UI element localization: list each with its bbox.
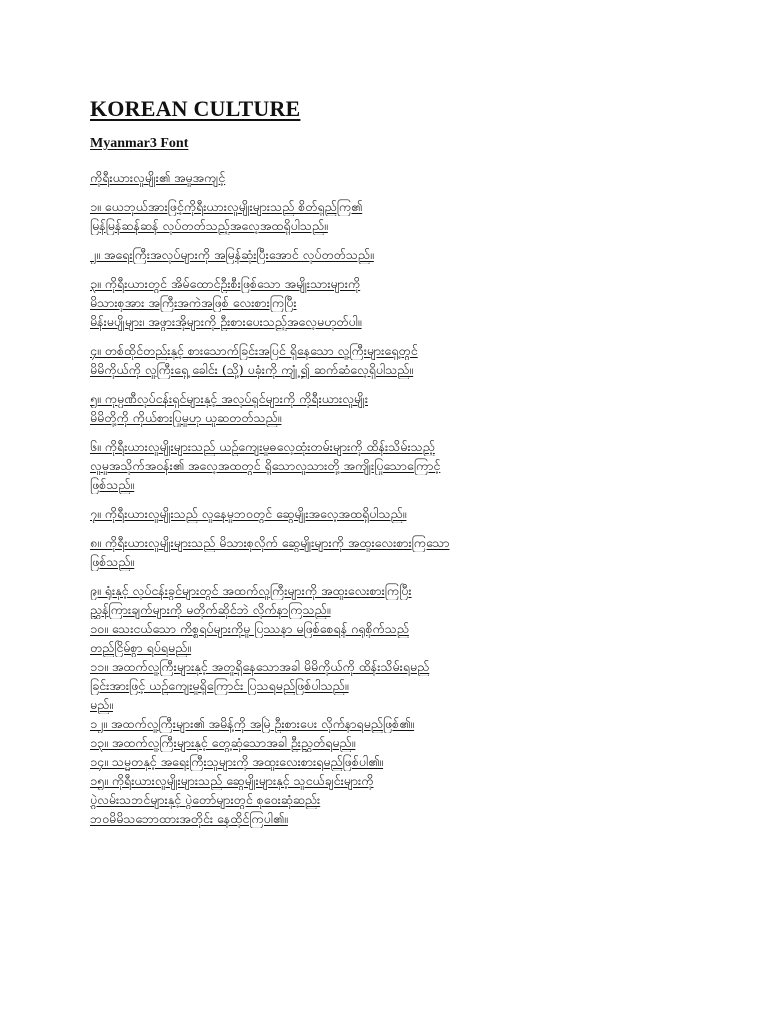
- text-line: ၁၀။ သေးငယ်သော ကိစ္စရပ်များကိုမူ ပြဿနာ မဖြစ်စေရန် ဂရုစိုက်သည်: [90, 621, 409, 636]
- text-line: ၇။ ကိုရီးယားလူမျိုးသည် လူနေမှုဘဝတွင် ဆွေမျိုးအလေ့အထရှိပါသည်။: [90, 506, 407, 521]
- document-body: [90, 168, 708, 828]
- text-line: မိမိကိုယ်ကို လူကြီးရှေ့ ခေါင်း (သို့) ပခုံးကို ကျုံ့၍ ဆက်ဆံလေ့ရှိပါသည်။: [90, 362, 414, 377]
- paragraph: [90, 341, 708, 379]
- text-line: မည်။: [90, 697, 114, 712]
- text-line: ၁၅။ ကိုရီးယားလူမျိုးများသည် ဆွေမျိုးများနှင့် သူငယ်ချင်းများကို: [90, 773, 374, 788]
- paragraph: [90, 437, 708, 494]
- text-line: ဘဝမိမိသဘောထားအတိုင်း နေထိုင်ကြပါ၏။: [90, 811, 288, 826]
- text-line: ၄။ တစ်ထိုင်တည်းနှင့် စားသောက်ခြင်းအပြင် ရှိနေသော လူကြီးများရှေ့တွင်: [90, 343, 418, 358]
- paragraph: [90, 504, 708, 523]
- text-line: ၅။ ကုမ္ပဏီလုပ်ငန်းရှင်များနှင့် အလုပ်ရှင်များကို ကိုရီးယားလူမျိုး: [90, 391, 368, 406]
- paragraph: [90, 581, 708, 828]
- text-line: မြန်မြန်ဆန်ဆန် လုပ်တတ်သည့်အလေ့အထရှိပါသည်။: [90, 218, 328, 233]
- text-line: ခြင်းအားဖြင့် ယဉ်ကျေးမှုရှိကြောင်း ပြသရမည်ဖြစ်ပါသည်။: [90, 678, 349, 693]
- text-line: ၁၁။ အထက်လူကြီးများနှင့် အတူရှိနေသောအခါ မိမိကိုယ်ကို ထိန်းသိမ်းရမည်: [90, 659, 430, 674]
- paragraph: [90, 389, 708, 427]
- text-line: ၂။ အရေးကြီးအလုပ်များကို အမြန်ဆုံးပြီးအောင် လုပ်တတ်သည်။: [90, 247, 374, 262]
- text-line: ၁။ ယေဘုယ်အားဖြင့်ကိုရီးယားလူမျိုးများသည် စိတ်ရှည်ကြ၏: [90, 199, 363, 214]
- text-line: ၃။ ကိုရီးယားတွင် အိမ်ထောင်ဦးစီးဖြစ်သော အမျိုးသားများကို: [90, 276, 361, 291]
- text-line: ကိုရီးယားလူမျိုး၏ အမူအကျင့်: [90, 170, 226, 185]
- paragraph: [90, 533, 708, 571]
- text-line: တည်ငြိမ်စွာ ရပ်ရမည်။: [90, 640, 192, 655]
- text-line: မိန်းမပျိုများ၊ အဖွားအိုများကို ဦးစားပေးသည့်အလေ့မဟုတ်ပါ။: [90, 314, 362, 329]
- text-line: မိမိတို့ကို ကိုယ်စားပြုမှုဟု ယူဆတတ်သည်။: [90, 410, 282, 425]
- text-line: မိသားစုအား အကြီးအကဲအဖြစ် လေးစားကြပြီး: [90, 295, 297, 310]
- document-title: KOREAN CULTURE: [90, 96, 301, 121]
- text-line: ၈။ ကိုရီးယားလူမျိုးများသည် မိသားစုလိုက် ဆွေမျိုးများကို အထူးလေးစားကြသော: [90, 535, 450, 550]
- document-subtitle: Myanmar3 Font: [90, 136, 189, 151]
- text-line: ၉။ ရုံးနှင့် လုပ်ငန်းခွင်များတွင် အထက်လူကြီးများကို အထူးလေးစားကြပြီး: [90, 583, 412, 598]
- text-line: ပွဲလမ်းသဘင်များနှင့် ပွဲတော်များတွင် စုဝေးဆုံဆည်း: [90, 792, 321, 807]
- paragraph: [90, 168, 708, 187]
- text-line: ၁၂။ အထက်လူကြီးများ၏ အမိန့်ကို အမြဲ ဦးစားပေး လိုက်နာရမည်ဖြစ်၏။: [90, 716, 415, 731]
- paragraph: [90, 197, 708, 235]
- text-line: လူမှုအသိုက်အဝန်း၏ အလေ့အထတွင် ရှိသောလူသားတို့ အကျိုးပြုသောကြောင့်: [90, 458, 441, 473]
- text-line: ဖြစ်သည်။: [90, 554, 135, 569]
- text-line: ၁၃။ အထက်လူကြီးများနှင့် တွေ့ဆုံသောအခါ ဦးညွှတ်ရမည်။: [90, 735, 356, 750]
- text-line: ဖြစ်သည်။: [90, 477, 135, 492]
- text-line: ၁၄။ သမ္မတနှင့် အရေးကြီးသူများကို အထူးလေးစားရမည်ဖြစ်ပါ၏။: [90, 754, 384, 769]
- text-line: ၆။ ကိုရီးယားလူမျိုးများသည် ယဉ်ကျေးမှုဓလေ့ထုံးတမ်းများကို ထိန်းသိမ်းသည့်: [90, 439, 435, 454]
- paragraph: [90, 274, 708, 331]
- text-line: ညွှန်ကြားချက်များကို မတိုက်ဆိုင်ဘဲ လိုက်နာကြသည်။: [90, 602, 331, 617]
- paragraph: [90, 245, 708, 264]
